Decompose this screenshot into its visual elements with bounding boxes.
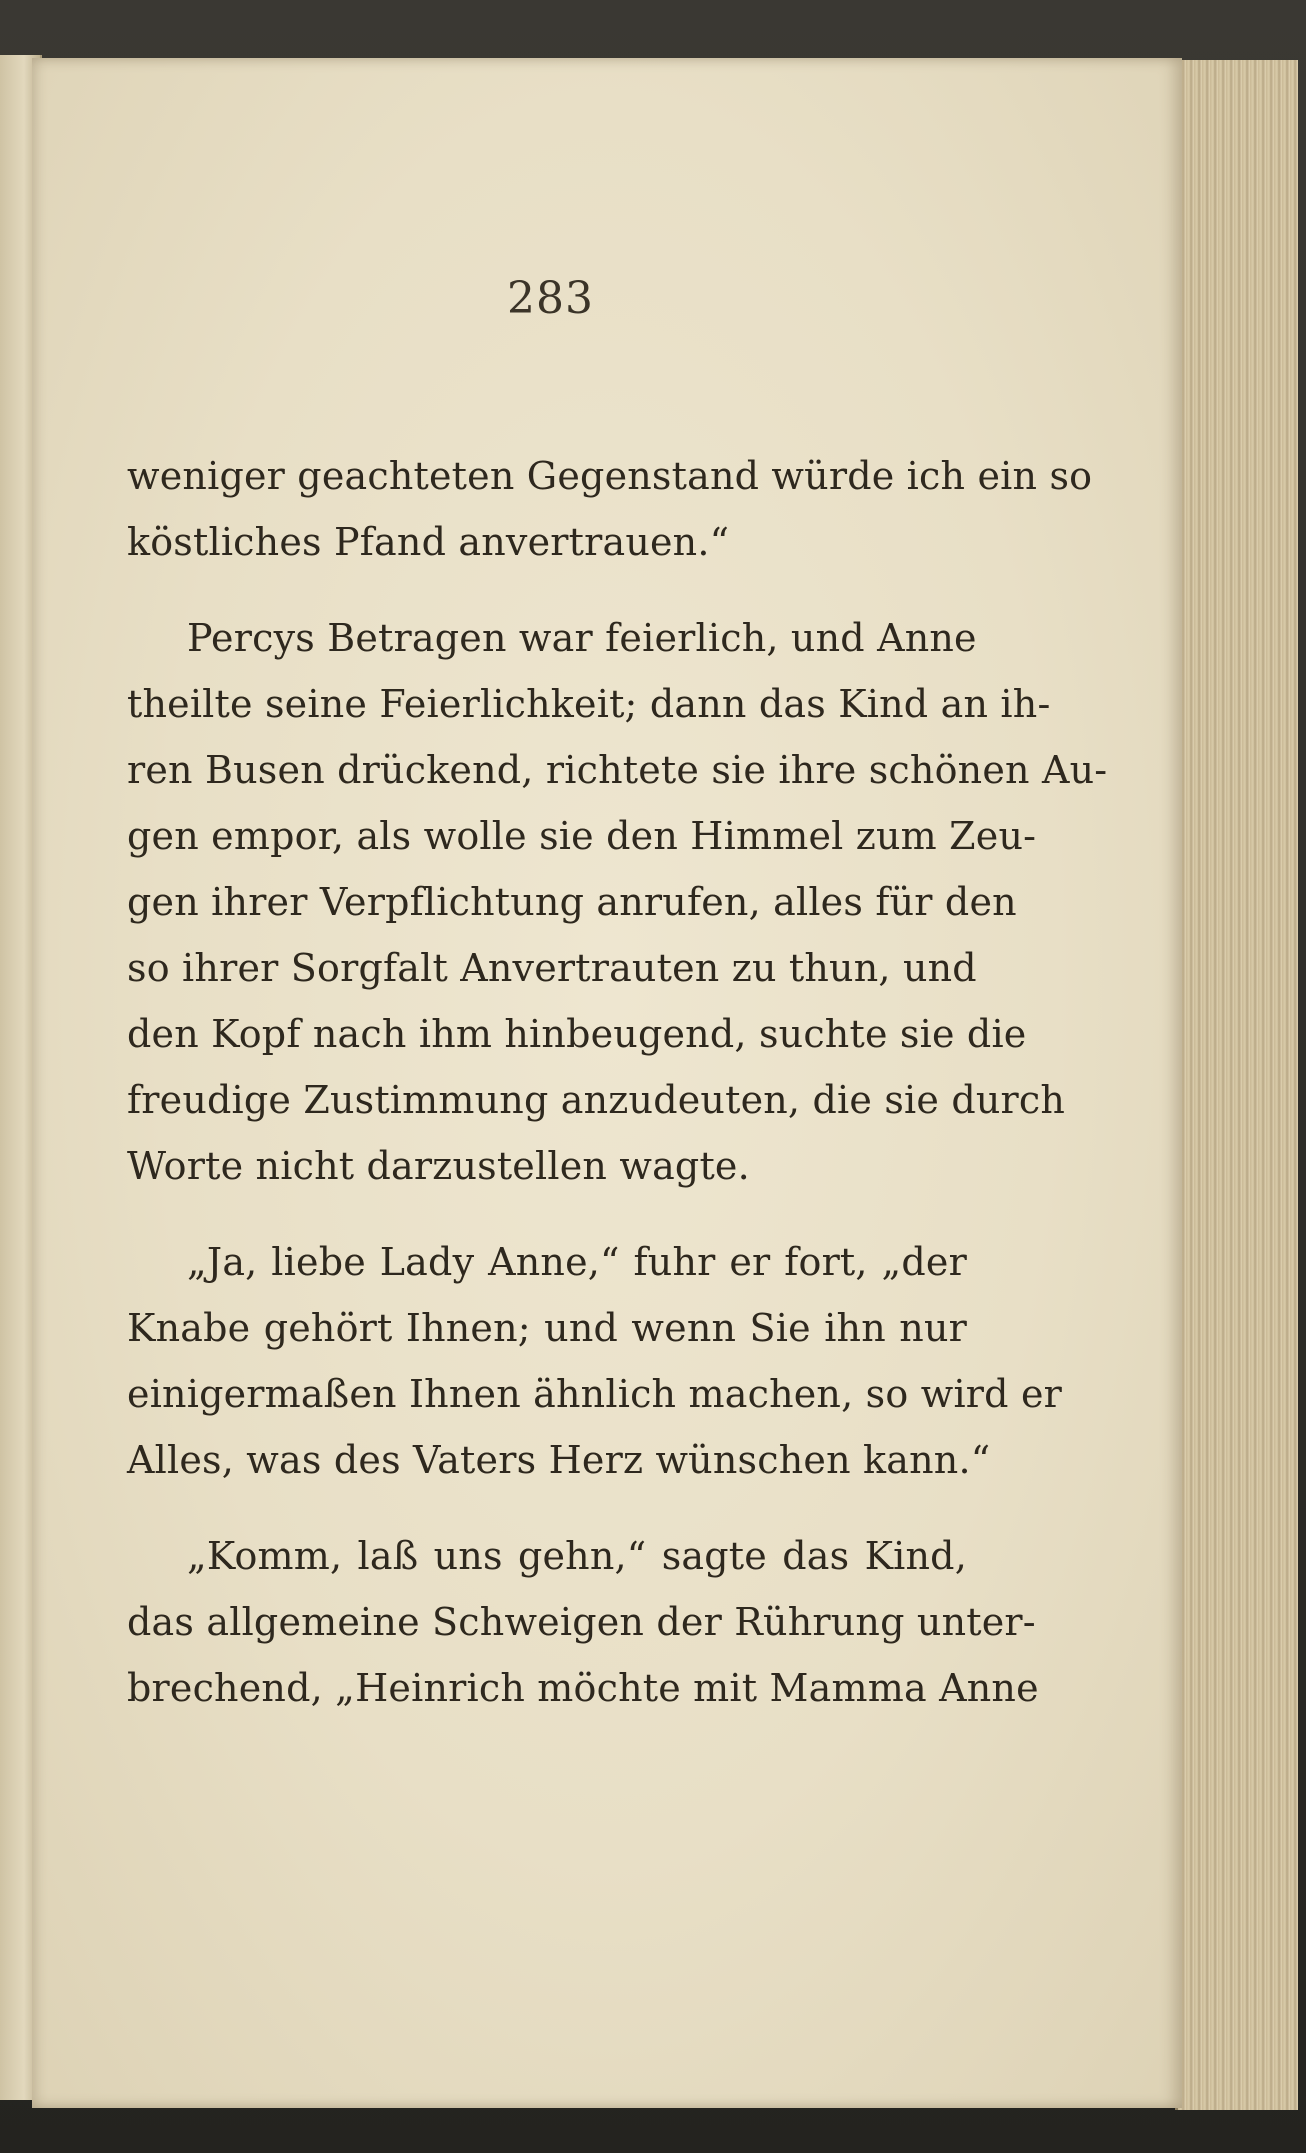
text-line: gen empor, als wolle sie den Himmel zum Zeu-	[127, 814, 1037, 858]
paragraph-gap	[127, 575, 967, 605]
text-line: gen ihrer Verpflichtung anrufen, alles für den	[127, 880, 1017, 924]
text-line: ren Busen drückend, richtete sie ihre schönen Au-	[127, 748, 1108, 792]
text-line: „Ja, liebe Lady Anne,“ fuhr er fort, „der	[187, 1240, 967, 1284]
text-line: einigermaßen Ihnen ähnlich machen, so wird er	[127, 1372, 1063, 1416]
body-text	[127, 443, 1108, 1721]
text-line: theilte seine Feierlichkeit; dann das Kind an ih-	[127, 682, 1051, 726]
text-line: so ihrer Sorgfalt Anvertrauten zu thun, und	[127, 946, 977, 990]
text-line: weniger geachteten Gegenstand würde ich ein so	[127, 454, 1093, 498]
text-line: „Komm, laß uns gehn,“ sagte das Kind,	[187, 1534, 967, 1578]
text-line: köstliches Pfand anvertrauen.“	[127, 520, 730, 564]
text-line: Worte nicht darzustellen wagte.	[127, 1144, 750, 1188]
text-line: den Kopf nach ihm hinbeugend, suchte sie die	[127, 1012, 1027, 1056]
paragraph-gap	[127, 1199, 967, 1229]
paragraph-gap	[127, 1493, 967, 1523]
text-line: brechend, „Heinrich möchte mit Mamma Anne	[127, 1666, 1039, 1710]
text-line: Percys Betragen war feierlich, und Anne	[187, 616, 977, 660]
text-line: Knabe gehört Ihnen; und wenn Sie ihn nur	[127, 1306, 967, 1350]
text-line: freudige Zustimmung anzudeuten, die sie durch	[127, 1078, 1066, 1122]
text-line: das allgemeine Schweigen der Rührung unter-	[127, 1600, 1036, 1644]
page-number: 283	[507, 273, 594, 324]
page-edge-stack	[1175, 60, 1298, 2110]
text-line: Alles, was des Vaters Herz wünschen kann.“	[127, 1438, 991, 1482]
book-page	[32, 58, 1182, 2108]
